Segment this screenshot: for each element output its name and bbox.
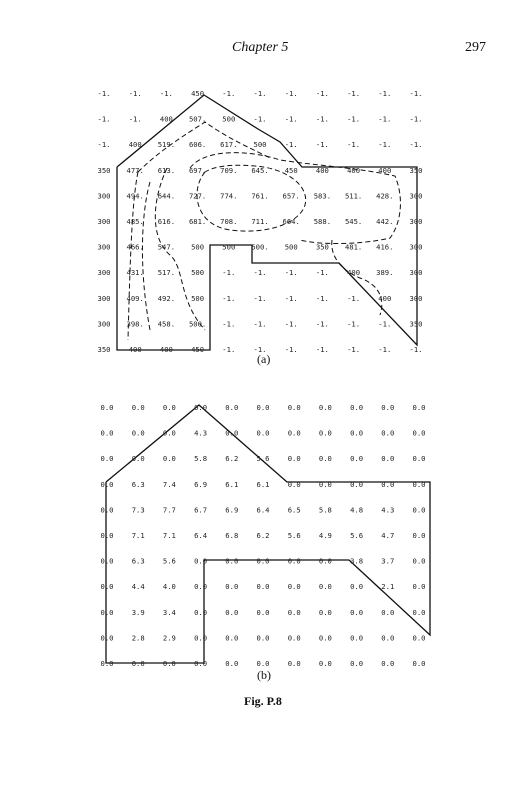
grid-cell: 6.5 [287, 505, 301, 515]
grid-cell: 0.0 [225, 403, 239, 412]
grid-cell: 6.3 [131, 556, 145, 566]
grid-cell: 398. [126, 319, 144, 329]
grid-cell: -1. [222, 293, 236, 303]
grid-cell: 400 [347, 165, 361, 175]
grid-cell: 6.7 [194, 505, 208, 515]
grid-cell: 466. [126, 242, 144, 252]
grid-cell: 0.0 [350, 659, 364, 668]
grid-cell: 0.0 [100, 633, 114, 643]
grid-cell: 0.0 [225, 556, 239, 566]
grid-cell: 0.0 [381, 659, 395, 668]
grid-cell: 657. [282, 191, 300, 201]
grid-cell: 450 [191, 345, 205, 354]
grid-cell: 0.0 [131, 659, 145, 668]
grid-cell: -1. [315, 114, 329, 124]
grid-cell: -1. [284, 89, 298, 98]
grid-cell: 4.9 [318, 531, 332, 540]
figure-caption: Fig. P.8 [244, 694, 282, 708]
grid-cell: -1. [347, 319, 361, 329]
grid-cell: 681. [188, 217, 207, 226]
grid-cell: 0.0 [350, 582, 364, 592]
grid-cell: 4.0 [162, 582, 176, 592]
grid-cell: 5.6 [256, 454, 270, 464]
grid-cell: 481. [344, 242, 363, 252]
grid-cell: -1. [253, 293, 267, 303]
grid-cell: 0.0 [412, 428, 426, 438]
grid-cell: 300 [97, 191, 111, 201]
grid-cell: 6.4 [256, 505, 270, 515]
grid-cell: -1. [378, 114, 392, 124]
grid-cell: 4.7 [381, 531, 395, 540]
grid-cell: 7.1 [162, 531, 176, 540]
grid-cell: 2.8 [131, 633, 145, 643]
grid-cell: 0.0 [318, 428, 332, 438]
grid-cell: 300 [97, 268, 111, 278]
grid-cell: 0.0 [256, 582, 270, 592]
grid-cell: 6.9 [225, 505, 239, 515]
grid-cell: 0.0 [318, 454, 332, 464]
grid-cell: 4.4 [131, 582, 145, 592]
grid-cell: 0.0 [412, 403, 426, 412]
grid-cell: -1. [409, 140, 423, 150]
grid-cell: 0.0 [162, 403, 176, 412]
grid-cell: 6.3 [131, 479, 145, 489]
grid-cell: 500. [188, 319, 207, 329]
grid-cell: 0.0 [350, 428, 364, 438]
grid-cell: 6.2 [256, 531, 270, 540]
grid-cell: 500 [284, 242, 298, 252]
grid-cell: 0.0 [256, 556, 270, 566]
grid-cell: 4.8 [350, 505, 364, 515]
grid-cell: 500 [191, 242, 205, 252]
grid-cell: 0.0 [256, 633, 270, 643]
grid-cell: 0.0 [350, 454, 364, 464]
grid-cell: 0.0 [256, 428, 270, 438]
grid-cell: -1. [253, 114, 267, 124]
grid-cell: -1. [347, 89, 361, 98]
grid-cell: 0.0 [350, 403, 364, 412]
grid-cell: 0.0 [131, 428, 145, 438]
grid-cell: -1. [253, 89, 267, 98]
grid-cell: 0.0 [318, 582, 332, 592]
grid-cell: 6.4 [194, 531, 208, 540]
grid-cell: 431. [126, 268, 144, 278]
grid-cell: -1. [347, 140, 361, 150]
grid-cell: 0.0 [412, 531, 426, 540]
grid-cell: 350 [97, 165, 111, 175]
grid-cell: 400 [378, 293, 392, 303]
grid-cell: 0.0 [100, 428, 114, 438]
grid-cell: 3.9 [131, 607, 145, 617]
grid-cell: 5.6 [162, 556, 176, 566]
grid-cell: -1. [347, 114, 361, 124]
grid-cell: 511. [344, 191, 363, 201]
grid-cell: 0.0 [287, 479, 301, 489]
grid-cell: 0.0 [194, 403, 208, 412]
grid-cell: 350 [97, 345, 111, 354]
grid-cell: 708. [220, 217, 238, 226]
grid-cell: 7.1 [131, 531, 145, 540]
grid-cell: 3.8 [350, 556, 364, 566]
grid-cell: 300 [409, 217, 423, 226]
grid-cell: 711. [251, 217, 269, 226]
grid-cell: 6.2 [225, 454, 239, 464]
grid-cell: 7.3 [131, 505, 145, 515]
grid-cell: 617. [220, 140, 238, 150]
grid-cell: 7.4 [162, 479, 176, 489]
grid-cell: 0.0 [100, 479, 114, 489]
grid-cell: 4.3 [194, 428, 208, 438]
grid-cell: 300 [97, 293, 111, 303]
grid-cell: 0.0 [412, 659, 426, 668]
grid-cell: 428. [376, 191, 394, 201]
grid-cell: 0.0 [381, 607, 395, 617]
grid-cell: 0.0 [350, 633, 364, 643]
grid-cell: 0.0 [194, 556, 208, 566]
grid-cell: 664. [282, 217, 300, 226]
grid-cell: 300 [409, 268, 423, 278]
grid-cell: 0.0 [381, 428, 395, 438]
grid-cell: -1. [315, 268, 329, 278]
grid-cell: -1. [97, 140, 111, 150]
grid-cell: 400 [347, 268, 361, 278]
grid-cell: 409. [126, 293, 144, 303]
grid-cell: 774. [220, 191, 238, 201]
grid-cell: 0.0 [412, 505, 426, 515]
grid-cell: -1. [284, 319, 298, 329]
grid-cell: -1. [128, 114, 142, 124]
grid-cell: -1. [222, 319, 236, 329]
grid-cell: 4.3 [381, 505, 395, 515]
grid-cell: 350 [409, 319, 423, 329]
grid-cell: 400 [159, 114, 173, 124]
grid-cell: 6.1 [256, 479, 270, 489]
grid-cell: 727. [188, 191, 207, 201]
grid-cell: 3.4 [162, 607, 176, 617]
grid-cell: 5.8 [194, 454, 208, 464]
grid-cell: 0.0 [100, 659, 114, 668]
grid-cell: 0.0 [100, 556, 114, 566]
grid-cell: -1. [315, 140, 329, 150]
grid-cell: -1. [97, 114, 111, 124]
grid-cell: -1. [284, 140, 298, 150]
grid-cell: -1. [315, 293, 329, 303]
grid-cell: 300 [409, 242, 423, 252]
grid-cell: 0.0 [287, 454, 301, 464]
grid-cell: 2.9 [162, 633, 176, 643]
grid-cell: 0.0 [162, 454, 176, 464]
grid-cell: 6.9 [194, 479, 208, 489]
grid-cell: 5.8 [318, 505, 332, 515]
grid-cell: 0.0 [162, 428, 176, 438]
grid-cell: -1. [284, 345, 298, 354]
grid-cell: 583. [313, 191, 332, 201]
grid-cell: 0.0 [100, 531, 114, 540]
grid-cell: 0.0 [100, 454, 114, 464]
page-number: 297 [465, 40, 486, 55]
grid-cell: 400 [128, 140, 142, 150]
grid-cell: 0.0 [225, 582, 239, 592]
grid-cell: 545. [344, 217, 363, 226]
grid-cell: 0.0 [412, 633, 426, 643]
grid-cell: -1. [253, 319, 267, 329]
grid-cell: -1. [253, 268, 267, 278]
grid-cell: 477. [126, 165, 144, 175]
grid-cell: 0.0 [100, 505, 114, 515]
grid-cell: 400 [159, 345, 173, 354]
grid-cell: 0.0 [194, 659, 208, 668]
grid-cell: 458. [157, 319, 176, 329]
grid-cell: 300 [409, 191, 423, 201]
grid-cell: -1. [315, 89, 329, 98]
grid-cell: -1. [378, 89, 392, 98]
grid-cell: 0.0 [100, 403, 114, 412]
grid-cell: 500 [222, 242, 236, 252]
grid-cell: 0.0 [412, 454, 426, 464]
grid-cell: 494. [126, 191, 144, 201]
grid-cell: -1. [222, 89, 236, 98]
grid-cell: 6.1 [225, 479, 239, 489]
grid-cell: 0.0 [381, 403, 395, 412]
grid-cell: 0.0 [194, 633, 208, 643]
grid-cell: 709. [220, 165, 238, 175]
grid-cell: 300 [97, 319, 111, 329]
caption-a: (a) [257, 352, 271, 366]
grid-cell: 0.0 [412, 556, 426, 566]
grid-cell: -1. [315, 345, 329, 354]
grid-cell: 0.0 [287, 582, 301, 592]
grid-cell: 0.0 [350, 607, 364, 617]
grid-cell: 0.0 [256, 607, 270, 617]
grid-cell: 606. [188, 140, 207, 150]
grid-cell: 500 [191, 293, 205, 303]
grid-cell: 0.0 [225, 633, 239, 643]
grid-cell: 0.0 [256, 403, 270, 412]
grid-cell: 500. [251, 242, 269, 252]
grid-cell: 5.6 [350, 531, 364, 540]
grid-cell: 0.0 [381, 454, 395, 464]
grid-cell: -1. [284, 114, 298, 124]
grid-cell: -1. [315, 319, 329, 329]
grid-cell: 0.0 [131, 403, 145, 412]
grid-cell: 588. [313, 217, 332, 226]
grid-cell: 0.0 [318, 556, 332, 566]
grid-b [101, 403, 426, 668]
grid-cell: -1. [222, 345, 236, 354]
grid-cell: 492. [157, 293, 176, 303]
grid-cell: 400 [378, 165, 392, 175]
grid-cell: 0.0 [131, 454, 145, 464]
grid-cell: 6.8 [225, 531, 239, 540]
grid-cell: 450 [284, 165, 298, 175]
grid-cell: 0.0 [194, 582, 208, 592]
grid-cell: 644. [157, 191, 176, 201]
grid-cell: 0.0 [194, 607, 208, 617]
chapter-header: Chapter 5 [232, 40, 289, 55]
grid-cell: 547. [157, 242, 176, 252]
grid-cell: 400 [315, 165, 329, 175]
grid-cell: 616. [157, 217, 176, 226]
grid-cell: 300 [409, 293, 423, 303]
grid-cell: -1. [378, 319, 392, 329]
grid-cell: 0.0 [318, 403, 332, 412]
grid-cell: 0.0 [225, 428, 239, 438]
caption-b: (b) [257, 668, 271, 682]
grid-cell: 0.0 [381, 479, 395, 489]
grid-cell: -1. [159, 89, 173, 98]
grid-cell: 442. [376, 217, 394, 226]
grid-cell: -1. [347, 345, 361, 354]
grid-cell: 450 [191, 89, 205, 98]
grid-cell: 389. [376, 268, 394, 278]
grid-cell: 5.6 [287, 531, 301, 540]
grid-cell: -1. [409, 114, 423, 124]
grid-cell: 0.0 [412, 582, 426, 592]
grid-cell: 500 [253, 140, 267, 150]
grid-cell: 0.0 [287, 556, 301, 566]
grid-cell: -1. [97, 89, 111, 98]
grid-cell: 517. [157, 268, 176, 278]
grid-cell: -1. [284, 293, 298, 303]
grid-cell: 0.0 [287, 633, 301, 643]
grid-cell: 0.0 [318, 479, 332, 489]
grid-cell: -1. [409, 89, 423, 98]
grid-cell: 507. [188, 114, 207, 124]
grid-cell: 0.0 [100, 582, 114, 592]
grid-cell: -1. [409, 345, 423, 354]
grid-cell: 2.1 [381, 582, 395, 592]
grid-cell: 350 [315, 242, 329, 252]
grid-cell: 7.7 [162, 505, 176, 515]
grid-cell: 0.0 [318, 659, 332, 668]
grid-cell: 500 [222, 114, 236, 124]
grid-cell: 300 [97, 217, 111, 226]
grid-cell: 613. [157, 165, 176, 175]
grid-cell: 0.0 [100, 607, 114, 617]
grid-cell: 300 [97, 242, 111, 252]
grid-cell: 0.0 [287, 607, 301, 617]
grid-cell: 761. [251, 191, 269, 201]
grid-cell: 0.0 [162, 659, 176, 668]
grid-cell: 485. [126, 217, 144, 226]
grid-cell: -1. [253, 345, 267, 354]
grid-cell: 519. [157, 140, 176, 150]
grid-cell: -1. [378, 345, 392, 354]
grid-cell: 0.0 [225, 659, 239, 668]
grid-cell: 0.0 [350, 479, 364, 489]
grid-cell: 0.0 [318, 633, 332, 643]
grid-cell: 350 [409, 165, 423, 175]
grid-cell: -1. [128, 89, 142, 98]
grid-cell: 697. [188, 165, 207, 175]
grid-cell: 0.0 [287, 403, 301, 412]
grid-cell: 0.0 [412, 479, 426, 489]
grid-cell: -1. [378, 140, 392, 150]
grid-cell: 0.0 [318, 607, 332, 617]
grid-cell: -1. [222, 268, 236, 278]
grid-cell: 3.7 [381, 556, 395, 566]
grid-cell: 0.0 [225, 607, 239, 617]
grid-cell: 0.0 [287, 428, 301, 438]
grid-cell: 0.0 [287, 659, 301, 668]
grid-cell: 416. [376, 242, 394, 252]
grid-cell: 0.0 [256, 659, 270, 668]
grid-a [98, 89, 423, 354]
grid-cell: 400 [128, 345, 142, 354]
grid-cell: -1. [284, 268, 298, 278]
panel-a-contours [128, 122, 400, 340]
grid-cell: 0.0 [381, 633, 395, 643]
grid-cell: 500 [191, 268, 205, 278]
grid-cell: -1. [347, 293, 361, 303]
grid-cell: 645. [251, 165, 269, 175]
grid-cell: 0.0 [412, 607, 426, 617]
